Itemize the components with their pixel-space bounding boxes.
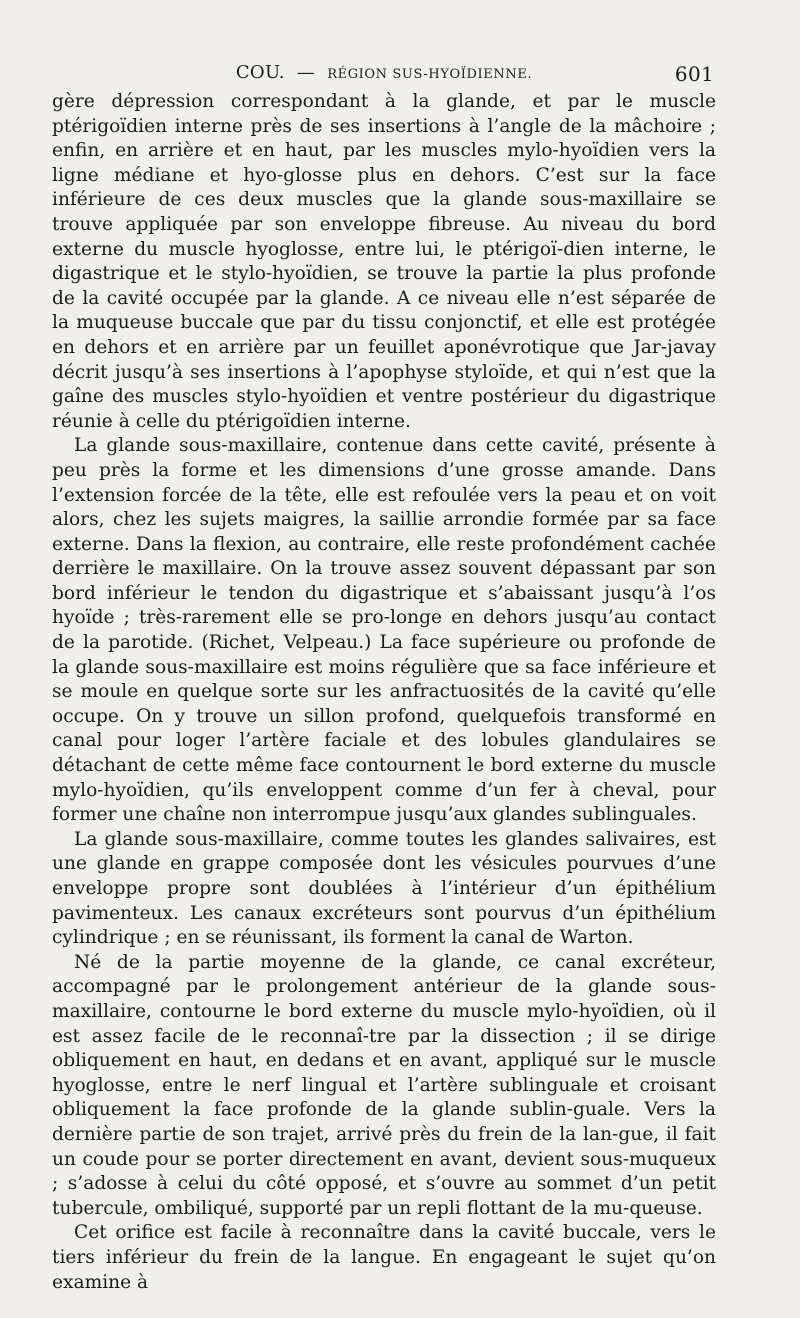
running-title-chapter: COU. [235, 62, 285, 83]
page [52, 58, 716, 1295]
running-title [52, 62, 716, 83]
running-title-dash: — [296, 62, 316, 83]
paragraph: La glande sous-maxillaire, comme toutes les glandes salivaires, est une glande en grappe composée dont les vésicules pourvues d’une enveloppe propre sont doublées à l’intérieur d’un épithélium pavimenteux. Les canaux excréteurs sont pourvus d’un épithélium cylindrique ; en se réunissant, ils forment la canal de Warton. [52, 828, 716, 949]
paragraph: Cet orifice est facile à reconnaître dans la cavité buccale, vers le tiers inférieur du frein de la langue. En engageant le sujet qu’on examine à [52, 1222, 716, 1293]
paragraph: Né de la partie moyenne de la glande, ce canal excréteur, accompagné par le prolongement antérieur de la glande sous-maxillaire, contourne le bord externe du muscle mylo-hyoïdien, où il est assez facile de le reconnaî-tre par la dissection ; il se dirige obliquement en haut, en dedans et en avant, appliqué sur le muscle hyoglosse, entre le nerf lingual et l’artère sublinguale et croisant obliquement la face profonde de la glande sublin-guale. Vers la dernière partie de son trajet, arrivé près du frein de la lan-gue, il fait un coude pour se porter directement en avant, devient sous-muqueux ; s’adosse à celui du côté opposé, et s’ouvre au sommet d’un petit tubercule, ombiliqué, supporté par un repli flottant de la mu-queuse. [52, 951, 716, 1219]
page-number: 601 [674, 62, 714, 86]
running-head [52, 58, 716, 90]
paragraph-continued: gère dépression correspondant à la glande, et par le muscle ptérigoïdien interne près de ses insertions à l’angle de la mâchoire ; enfin, en arrière et en haut, par les muscles mylo-hyoïdien vers la ligne médiane et hyo-glosse plus en dehors. C’est sur la face inférieure de ces deux muscles que la glande sous-maxillaire se trouve appliquée par son enveloppe fibreuse. Au niveau du bord externe du muscle hyoglosse, entre lui, le ptérigoï-dien interne, le digastrique et le stylo-hyoïdien, se trouve la partie la plus profonde de la cavité occupée par la glande. A ce niveau elle n’est séparée de la muqueuse buccale que par du tissu conjonctif, et elle est protégée en dehors et en arrière par un feuillet aponévrotique que Jar-javay décrit jusqu’à ses insertions à l’apophyse styloïde, et qui n’est que la gaîne des muscles stylo-hyoïdien et ventre postérieur du digastrique réunie à celle du ptérigoïdien interne. [52, 91, 716, 432]
running-title-section: RÉGION SUS-HYOÏDIENNE. [327, 67, 533, 82]
body-text [52, 90, 716, 1295]
paragraph: La glande sous-maxillaire, contenue dans cette cavité, présente à peu près la forme et les dimensions d’une grosse amande. Dans l’extension forcée de la tête, elle est refoulée vers la peau et on voit alors, chez les sujets maigres, la saillie arrondie formée par sa face externe. Dans la flexion, au contraire, elle reste profondément cachée derrière le maxillaire. On la trouve assez souvent dépassant par son bord inférieur le tendon du digastrique et s’abaissant jusqu’à l’os hyoïde ; très-rarement elle se pro-longe en dehors jusqu’au contact de la parotide. (Richet, Velpeau.) La face supérieure ou profonde de la glande sous-maxillaire est moins régulière que sa face inférieure et se moule en quelque sorte sur les anfractuosités de la cavité qu’elle occupe. On y trouve un sillon profond, quelquefois transformé en canal pour loger l’artère faciale et des lobules glandulaires se détachant de cette même face contournent le bord externe du muscle mylo-hyoïdien, qu’ils enveloppent comme d’un fer à cheval, pour former une chaîne non interrompue jusqu’aux glandes sublinguales. [52, 435, 716, 826]
